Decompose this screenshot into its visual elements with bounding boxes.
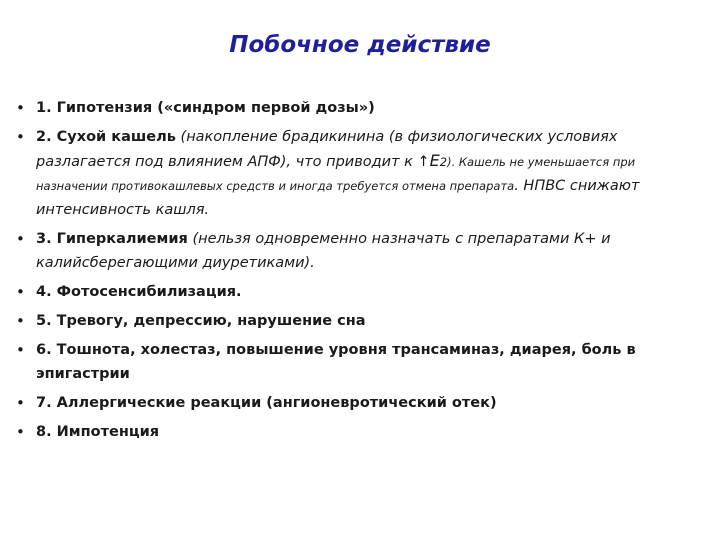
- list-item: [14, 227, 704, 275]
- item-text: 4. Фотосенсибилизация.: [36, 284, 242, 300]
- bullet-icon: •: [16, 283, 25, 301]
- list-item: [14, 125, 704, 222]
- bullet-icon: •: [16, 312, 25, 330]
- bullet-icon: •: [16, 394, 25, 412]
- bullet-icon: •: [16, 423, 25, 441]
- side-effects-list: [14, 96, 704, 449]
- list-item: [14, 420, 704, 444]
- bullet-icon: •: [16, 230, 25, 248]
- item-text: 7. Аллергические реакции (ангионевротический отек): [36, 395, 497, 411]
- list-item: [14, 391, 704, 415]
- item-note-end: . НПВС снижают интенсивность кашля.: [36, 178, 640, 218]
- bullet-icon: •: [16, 99, 25, 117]
- item-note-e: Е: [429, 151, 440, 170]
- item-text: 8. Импотенция: [36, 424, 160, 440]
- item-note: (нельзя одновременно назначать с препаратами К+ и калийсберегающими диуретиками).: [36, 231, 611, 271]
- item-text: 6. Тошнота, холестаз, повышение уровня трансаминаз, диарея, боль в эпигастрии: [36, 342, 636, 382]
- list-item: [14, 338, 704, 386]
- item-note: (накопление брадикинина (в физиологических условиях разлагается под влиянием АПФ), что приводит к ↑: [36, 129, 618, 170]
- item-text: 3. Гиперкалиемия: [36, 231, 188, 247]
- list-item: [14, 96, 704, 120]
- bullet-icon: •: [16, 341, 25, 359]
- bullet-icon: •: [16, 128, 25, 146]
- list-item: [14, 280, 704, 304]
- item-text: 1. Гипотензия («синдром первой дозы»): [36, 100, 375, 116]
- item-text: 5. Тревогу, депрессию, нарушение сна: [36, 313, 366, 329]
- list-item: [14, 309, 704, 333]
- item-text: 2. Сухой кашель: [36, 129, 176, 145]
- item-note-small: 2). Кашель не уменьшается при назначении противокашлевых средств и иногда требуется отмена препарата: [36, 155, 636, 193]
- slide-title: Побочное действие: [229, 32, 491, 58]
